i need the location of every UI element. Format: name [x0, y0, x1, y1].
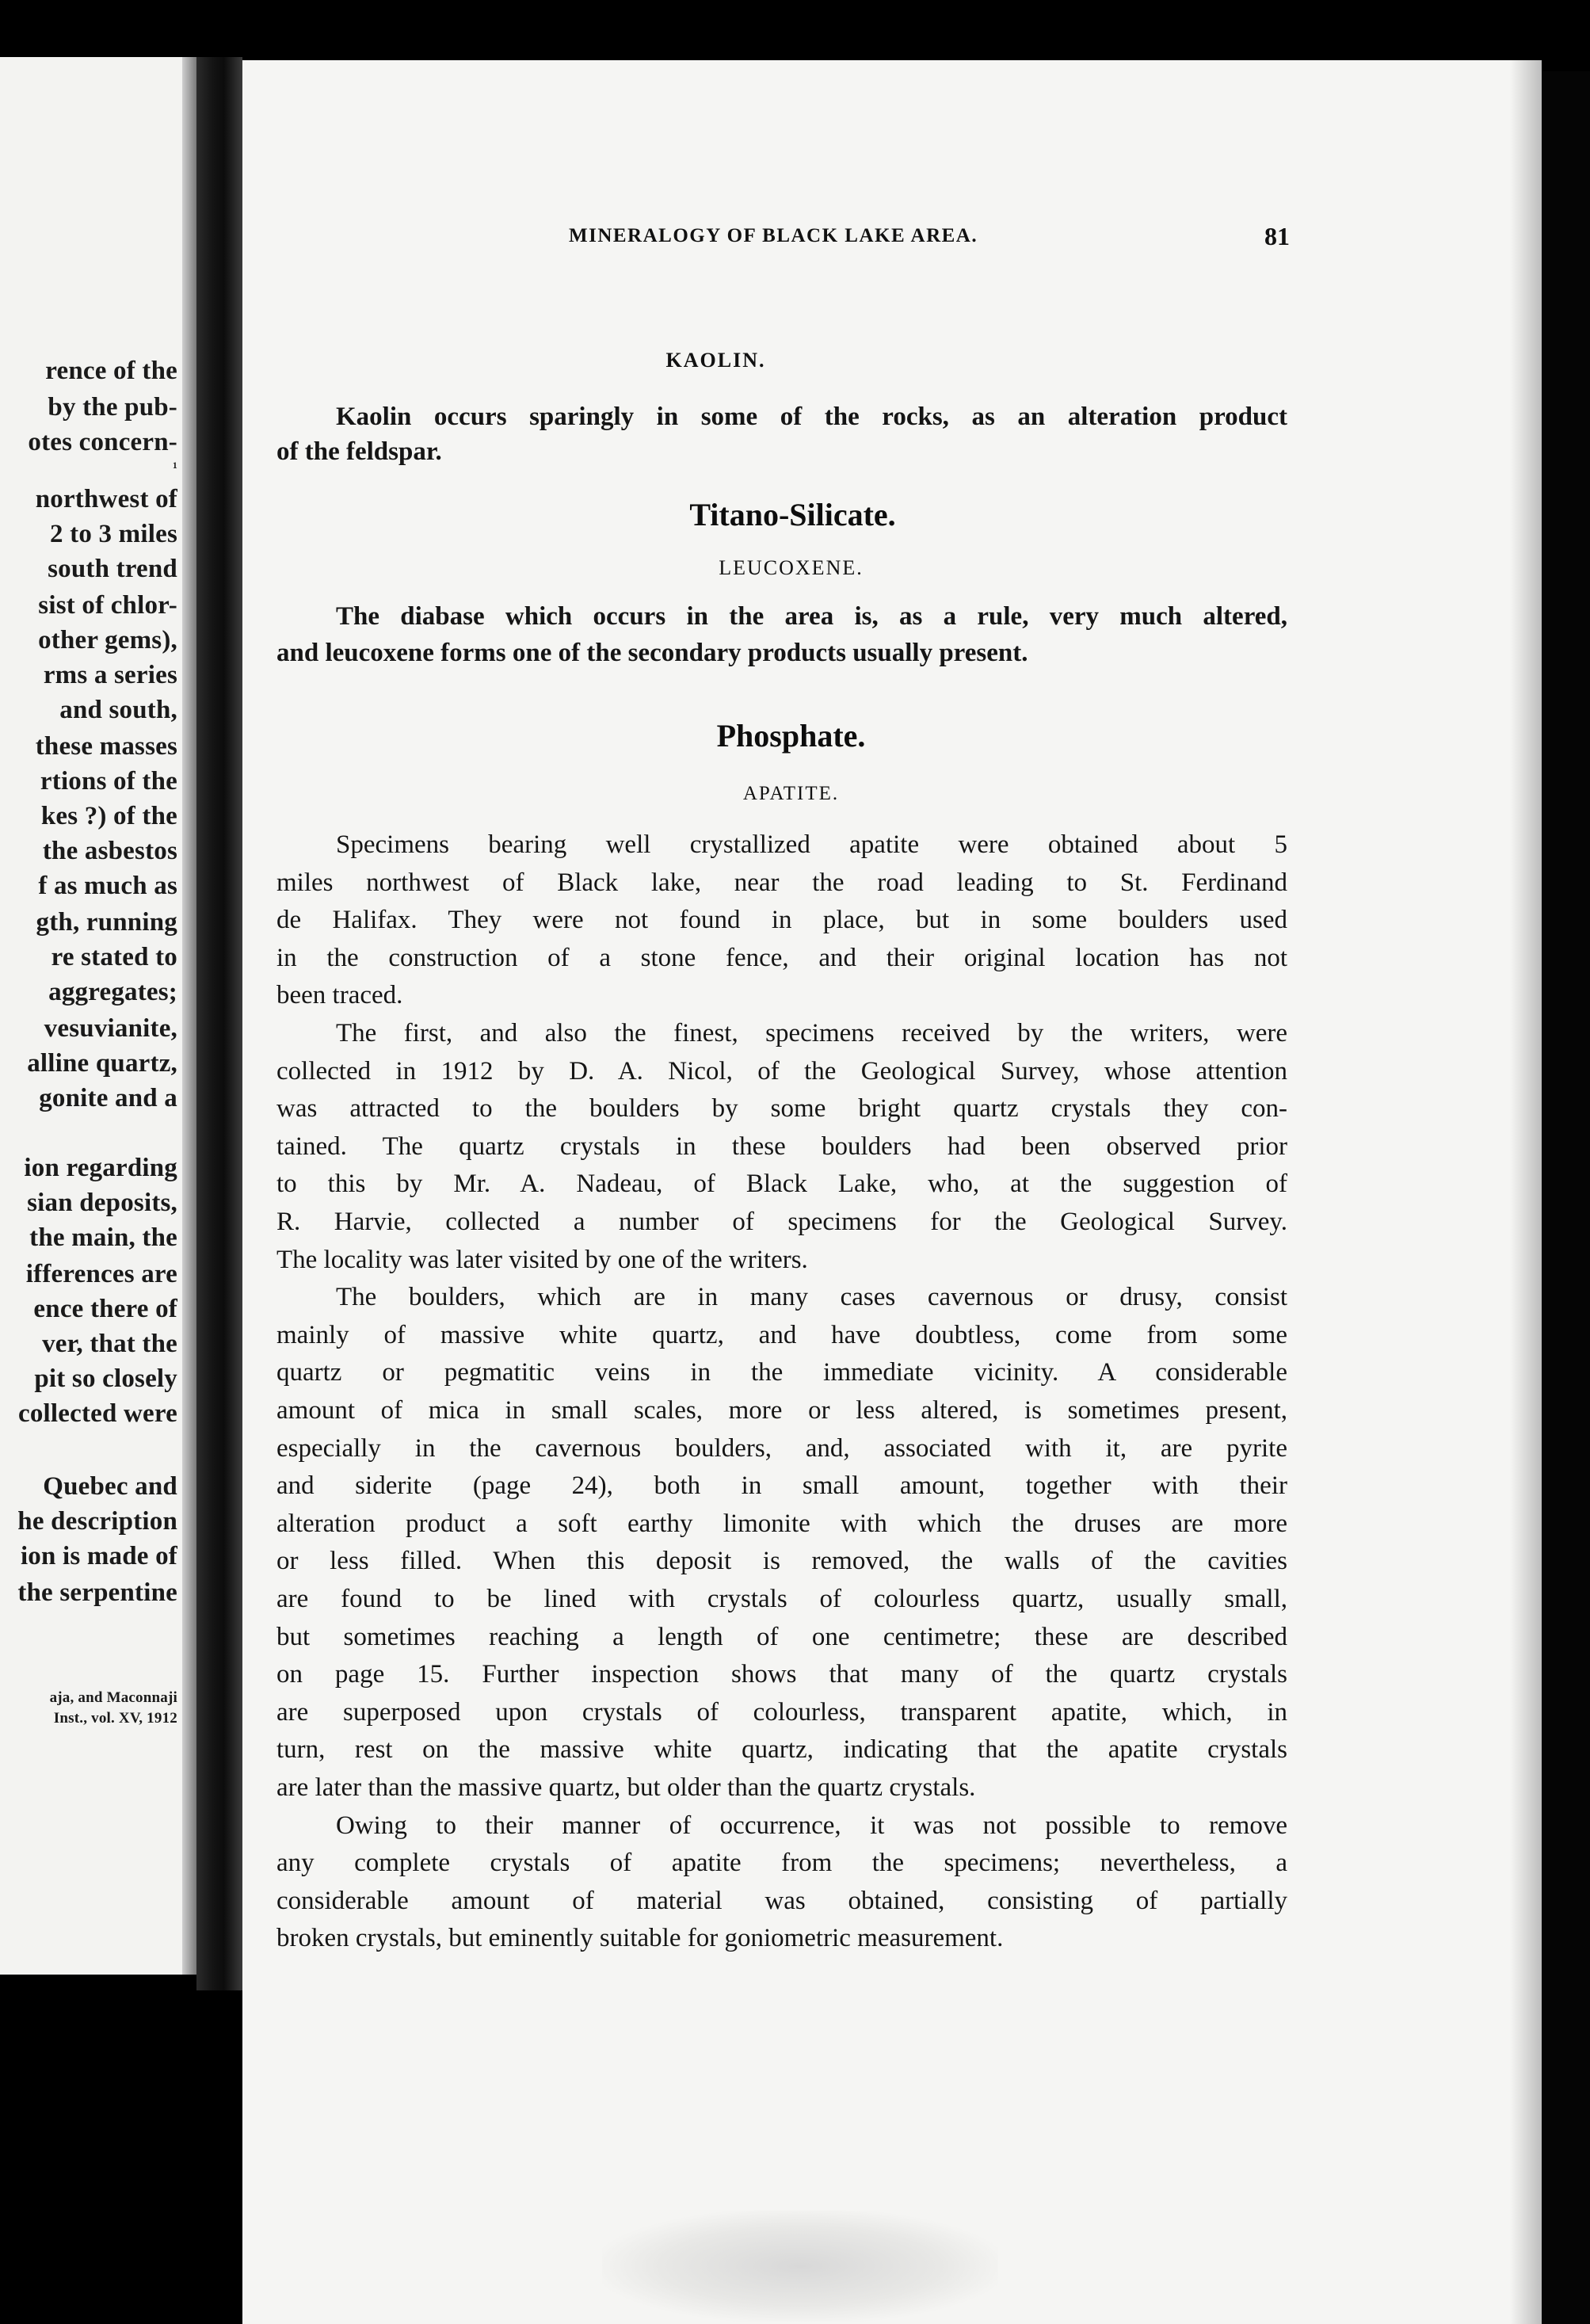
scan-smudge — [602, 2211, 998, 2322]
apatite-line: R. Harvie, collected a number of specimens for the Geological Survey. — [276, 1209, 1287, 1236]
left-page-line: Inst., vol. XV, 1912 — [53, 1710, 177, 1727]
leucoxene-heading: LEUCOXENE. — [719, 556, 864, 579]
left-page-line: ion is made of — [20, 1542, 177, 1570]
apatite-line: are superposed upon crystals of colourless, transparent apatite, which, in — [276, 1700, 1287, 1727]
apatite-line: collected in 1912 by D. A. Nicol, of the Geological Survey, whose attention — [276, 1059, 1287, 1086]
left-page-line: aggregates; — [48, 978, 177, 1006]
kaolin-line-1: Kaolin occurs sparingly in some of the rocks, as an alteration product — [336, 404, 1287, 431]
page-header — [315, 222, 1290, 252]
left-page-line: rtions of the — [40, 767, 177, 796]
apatite-line: considerable amount of material was obtained, consisting of partially — [276, 1888, 1287, 1915]
left-page-line: aja, and Maconnaji — [49, 1689, 177, 1706]
left-page-line: ver, that the — [42, 1330, 177, 1358]
apatite-line: are later than the massive quartz, but older than the quartz crystals. — [276, 1773, 976, 1802]
apatite-line: Specimens bearing well crystallized apatite were obtained about 5 — [336, 832, 1287, 859]
left-page-line: ifferences are — [25, 1260, 177, 1288]
apatite-line: but sometimes reaching a length of one centimetre; these are described — [276, 1624, 1287, 1651]
apatite-line: mainly of massive white quartz, and have doubtless, come from some — [276, 1322, 1287, 1349]
left-page-fragment — [0, 57, 196, 1975]
left-page-line: gonite and a — [39, 1084, 177, 1112]
apatite-line: tained. The quartz crystals in these boulders had been observed prior — [276, 1134, 1287, 1161]
left-page-line: northwest of — [35, 485, 177, 513]
left-page-line: other gems), — [38, 626, 177, 654]
kaolin-heading: KAOLIN. — [665, 349, 766, 372]
phosphate-heading: Phosphate. — [716, 718, 866, 754]
apatite-line: especially in the cavernous boulders, and, associated with it, are pyrite — [276, 1436, 1287, 1463]
scan-border — [1542, 71, 1590, 2324]
left-page-line: the asbestos — [42, 837, 177, 865]
apatite-line: de Halifax. They were not found in place, but in some boulders used — [276, 907, 1287, 934]
apatite-line: The first, and also the finest, specimens received by the writers, were — [336, 1021, 1287, 1048]
book-spine — [196, 57, 242, 1990]
titano-silicate-heading: Titano-Silicate. — [689, 497, 896, 532]
left-page-line: rence of the — [45, 357, 177, 385]
apatite-line: been traced. — [276, 981, 403, 1009]
apatite-heading: APATITE. — [742, 783, 840, 804]
left-page-line: f as much as — [38, 872, 177, 900]
titano-line-1: The diabase which occurs in the area is, as a rule, very much altered, — [336, 604, 1287, 631]
apatite-line: turn, rest on the massive white quartz, indicating that the apatite crystals — [276, 1737, 1287, 1764]
apatite-line: broken crystals, but eminently suitable for goniometric measurement. — [276, 1924, 1004, 1952]
left-page-line: rms a series — [43, 661, 177, 689]
apatite-line: miles northwest of Black lake, near the road leading to St. Ferdinand — [276, 870, 1287, 897]
left-page-line: gth, running — [36, 908, 177, 937]
left-page-line: he description — [17, 1507, 177, 1536]
left-page-line: re stated to — [51, 943, 177, 971]
kaolin-line-2: of the feldspar. — [276, 437, 442, 466]
left-page-line: Quebec and — [43, 1472, 177, 1501]
apatite-line: and siderite (page 24), both in small amount, together with their — [276, 1473, 1287, 1500]
left-page-line: sian deposits, — [27, 1189, 177, 1217]
left-page-line: ion regarding — [24, 1154, 177, 1182]
apatite-line: any complete crystals of apatite from the specimens; nevertheless, a — [276, 1850, 1287, 1877]
left-page-line: pit so closely — [34, 1364, 177, 1393]
left-page-line: and south, — [59, 696, 177, 724]
left-page-line: the serpentine — [17, 1578, 177, 1607]
apatite-line: to this by Mr. A. Nadeau, of Black Lake, who, at the suggestion of — [276, 1171, 1287, 1198]
left-page-line: alline quartz, — [27, 1049, 177, 1078]
apatite-line: alteration product a soft earthy limonite with which the druses are more — [276, 1511, 1287, 1538]
left-page-line: the main, the — [29, 1223, 177, 1252]
left-page-line: otes concern- — [28, 428, 177, 456]
left-page-line: by the pub- — [48, 393, 177, 422]
apatite-line: The locality was later visited by one of the writers. — [276, 1246, 808, 1274]
apatite-line: was attracted to the boulders by some bright quartz crystals they con- — [276, 1096, 1287, 1123]
apatite-line: amount of mica in small scales, more or less altered, is sometimes present, — [276, 1398, 1287, 1425]
left-page-line: these masses — [35, 732, 177, 761]
titano-line-2: and leucoxene forms one of the secondary products usually present. — [276, 639, 1028, 667]
apatite-line: The boulders, which are in many cases cavernous or drusy, consist — [336, 1284, 1287, 1311]
apatite-line: Owing to their manner of occurrence, it was not possible to remove — [336, 1813, 1287, 1840]
left-page-line: collected were — [18, 1399, 177, 1428]
running-head: MINERALOGY OF BLACK LAKE AREA. — [569, 225, 978, 246]
apatite-line: or less filled. When this deposit is removed, the walls of the cavities — [276, 1548, 1287, 1575]
apatite-line: in the construction of a stone fence, and their original location has not — [276, 945, 1287, 972]
left-page-edge-shadow — [182, 57, 196, 1975]
left-page-line: vesuvianite, — [44, 1014, 177, 1043]
left-page-line: sist of chlor- — [38, 591, 177, 620]
apatite-line: quartz or pegmatitic veins in the immediate vicinity. A considerable — [276, 1360, 1287, 1387]
left-page-line: south trend — [48, 555, 177, 583]
left-page-line: 2 to 3 miles — [50, 520, 177, 548]
right-page-edge-shadow — [1510, 60, 1542, 2324]
left-page-line: ence there of — [33, 1295, 177, 1323]
apatite-line: are found to be lined with crystals of colourless quartz, usually small, — [276, 1586, 1287, 1613]
left-page-line: kes ?) of the — [40, 802, 177, 830]
page-number: 81 — [1264, 222, 1290, 250]
apatite-line: on page 15. Further inspection shows that many of the quartz crystals — [276, 1662, 1287, 1689]
left-page-line: ¹ — [173, 460, 177, 476]
